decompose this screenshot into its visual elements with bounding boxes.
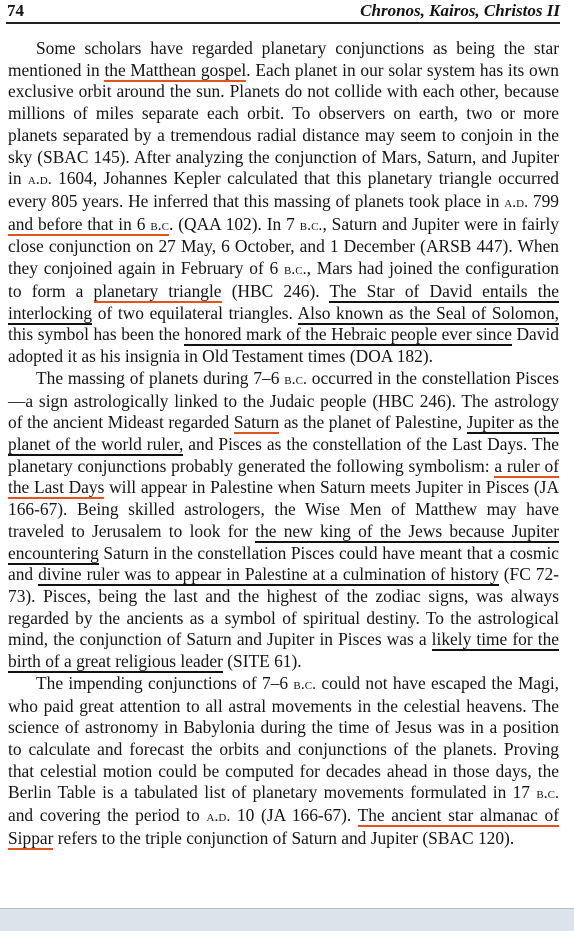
highlight-orange: a ruler of the Last Days (8, 455, 559, 498)
era-abbrev: b.c. (283, 261, 307, 279)
highlight-black: the new king of the Jews because Jupiter encountering (8, 520, 559, 563)
highlight-orange (8, 214, 169, 236)
highlight-orange: Saturn (233, 412, 280, 433)
text-run: David adopted it as his insignia in Old Testament times (DOA 182). (8, 324, 559, 367)
text-run: refers to the triple conjunction of Saturn and Jupiter (SBAC 120). (53, 827, 515, 848)
text-run: Saturn in the constellation Pisces could have meant that a cosmic and (8, 542, 559, 585)
paragraph-1 (8, 38, 559, 368)
text-run: will appear in Palestine when Saturn meets Jupiter in Pisces (JA 166-67). Being skilled astrologers, the Wise Men of Matthew may have traveled to Jerusalem to look for (8, 477, 559, 541)
era-abbrev: a.d. (206, 808, 231, 826)
text-run: this symbol has been the (8, 324, 185, 345)
highlight-black: Also known as the Seal of Solomon, (297, 302, 559, 323)
text-run: and covering the period to (8, 805, 207, 826)
running-title: Chronos, Kairos, Christos II (360, 1, 560, 20)
text-run: , Saturn and Jupiter were in fairly close conjunction on 27 May, 6 October, and 1 December (ARSB 447). When they conjoined again in February of 6 (8, 213, 559, 279)
text-run: . Each planet in our solar system has its own exclusive orbit around the sun. Planets do not collide with each other, because millions of miles separate each orbit. To observers on earth, two or more planets separated by a tremendous radial distance may seem to conjoin in the sky (SBAC 145). After analyzing the conjunction of Mars, Saturn, and Jupiter in (8, 59, 559, 189)
text-run: (FC 72-73). Pisces, being the last and the highest of the zodiac signs, was always regarded by the ancients as a symbol of spiritual destiny. To the astrological mind, the conjunction of Saturn and Jupiter in Pisces was a (8, 564, 559, 650)
text-run: 10 (JA 166-67). (230, 805, 358, 826)
body-text (8, 38, 559, 850)
text-run: could not have escaped the Magi, who paid great attention to all astral movements in the celestial heavens. The science of astronomy in Babylonia during the time of Jesus was in a position to calculate and forecast the orbits and conjunctions of the planets. Proving that celestial motion could be computed for decades ahead in those days, the Berlin Table is a tabulated list of planetary movements formulated in 17 (8, 672, 559, 803)
viewer-bottom-bar (0, 908, 574, 931)
highlight-orange: planetary triangle (93, 280, 222, 301)
era-abbrev: a.d. (27, 171, 52, 189)
highlight-orange: The ancient star almanac of Sippar (8, 805, 559, 848)
highlight-black: The Star of David entails the interlocking (8, 280, 559, 323)
text-run: occurred in the constellation Pisces—a sign astrologically linked to the Judaic people (HBC 246). The astrology of the ancient Mideast regarded (8, 367, 559, 433)
header-rule (6, 22, 560, 24)
text-run: as the planet of Palestine, (279, 412, 467, 433)
text-run: . (QAA 102). In 7 (169, 213, 300, 234)
era-abbrev: a.d. (504, 194, 529, 212)
era-abbrev: b.c. (299, 216, 323, 234)
text-run: The massing of planets during 7–6 (36, 367, 285, 388)
text-run: of two equilateral triangles. (92, 302, 298, 323)
text-run: 1604, Johannes Kepler calculated that this planetary triangle occurred every 805 years. He inferred that this massing of planets took place in (8, 168, 560, 212)
highlight-black: divine ruler was to appear in Palestine at a culmination of history (38, 564, 499, 585)
text-run: and before that in 6 (8, 213, 151, 234)
era-abbrev: b.c (150, 216, 169, 234)
text-run: 799 (528, 191, 559, 212)
highlight-orange: the Matthean gospel (104, 59, 247, 80)
text-run: The impending conjunctions of 7–6 (36, 672, 294, 693)
text-run: (HBC 246). (221, 280, 330, 301)
highlight-black: likely time for the birth of a great religious leader (8, 629, 559, 672)
text-run: and Pisces as the constellation of the Last Days. The planetary conjunctions probably generated the following symbolism: (8, 433, 559, 476)
page-header (7, 0, 560, 22)
text-run: Some scholars have regarded planetary conjunctions as being the star mentioned in (8, 38, 559, 80)
text-run: , Mars had joined the configuration to form a (8, 258, 559, 301)
paragraph-3 (8, 673, 559, 850)
era-abbrev: b.c. (536, 785, 559, 803)
era-abbrev: b.c. (284, 370, 307, 388)
page-number: 74 (7, 1, 24, 20)
paragraph-2 (8, 368, 559, 673)
era-abbrev: b.c. (293, 675, 317, 693)
highlight-black: honored mark of the Hebraic people ever since (184, 324, 512, 345)
highlight-black: Jupiter as the planet of the world ruler, (8, 412, 559, 454)
text-run: (SITE 61). (222, 651, 302, 672)
